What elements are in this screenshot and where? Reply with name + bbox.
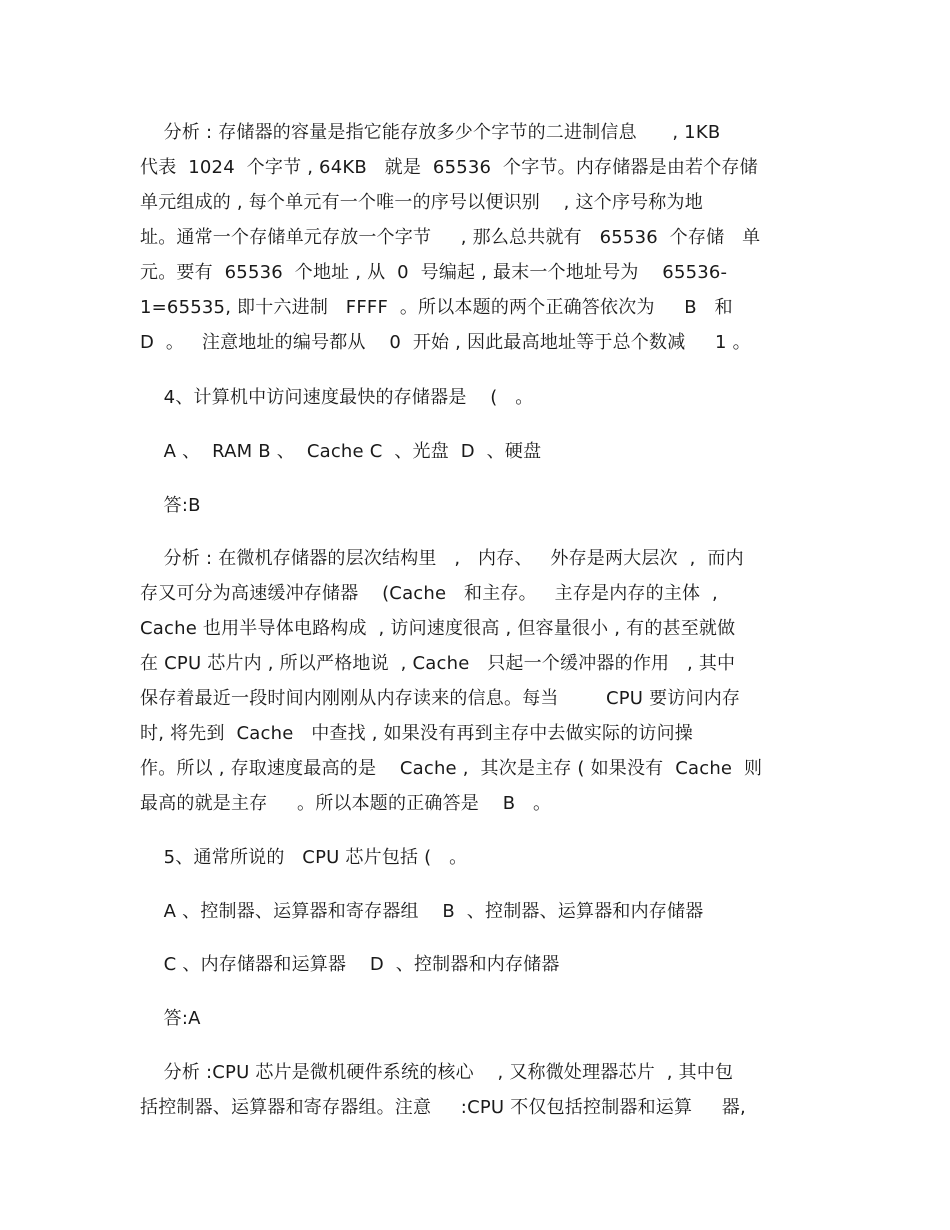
analysis-3-line-6: 1=65535, 即十六进制 FFFF 。所以本题的两个正确答依次为 B 和: [140, 297, 733, 318]
analysis-4-line-5: 保存着最近一段时间内刚刚从内存读来的信息。每当 CPU 要访问内存: [140, 688, 741, 709]
analysis-4-line-4: 在 CPU 芯片内 , 所以严格地说 , Cache 只起一个缓冲器的作用 , 其中: [140, 653, 736, 674]
analysis-4-line-3: Cache 也用半导体电路构成 , 访问速度很高 , 但容量很小 , 有的甚至就做: [140, 618, 736, 639]
question-5-options-ab: A 、控制器、运算器和寄存器组 B 、控制器、运算器和内存储器: [140, 901, 704, 922]
question-4-text: 4、计算机中访问速度最快的存储器是 ( 。: [140, 387, 534, 408]
analysis-3-line-1: 分析 : 存储器的容量是指它能存放多少个字节的二进制信息 , 1KB: [140, 122, 721, 143]
analysis-4-line-1: 分析 : 在微机存储器的层次结构里 , 内存、 外存是两大层次 , 而内: [140, 548, 744, 569]
analysis-3-line-7: D 。 注意地址的编号都从 0 开始 , 因此最高地址等于总个数减 1 。: [140, 332, 751, 353]
question-4-options: A 、 RAM B 、 Cache C 、光盘 D 、硬盘: [140, 441, 542, 462]
analysis-4-line-6: 时, 将先到 Cache 中查找 , 如果没有再到主存中去做实际的访问操: [140, 723, 693, 744]
analysis-3-line-3: 单元组成的 , 每个单元有一个唯一的序号以便识别 , 这个序号称为地: [140, 192, 703, 213]
question-5-text: 5、通常所说的 CPU 芯片包括 ( 。: [140, 847, 468, 868]
question-5-options-cd: C 、内存储器和运算器 D 、控制器和内存储器: [140, 954, 560, 975]
analysis-3-line-2: 代表 1024 个字节 , 64KB 就是 65536 个字节。内存储器是由若个存储: [140, 157, 758, 178]
analysis-3-line-4: 址。通常一个存储单元存放一个字节 , 那么总共就有 65536 个存储 单: [140, 227, 761, 248]
analysis-4-line-8: 最高的就是主存 。所以本题的正确答是 B 。: [140, 793, 552, 814]
question-5-answer: 答:A: [140, 1008, 201, 1029]
question-4-answer: 答:B: [140, 495, 201, 516]
analysis-5-line-1: 分析 :CPU 芯片是微机硬件系统的核心 , 又称微处理器芯片 , 其中包: [140, 1062, 734, 1083]
analysis-5-line-2: 括控制器、运算器和寄存器组。注意 :CPU 不仅包括控制器和运算 器,: [140, 1097, 746, 1118]
analysis-4-line-2: 存又可分为高速缓冲存储器 (Cache 和主存。 主存是内存的主体 ,: [140, 583, 718, 604]
analysis-3-line-5: 元。要有 65536 个地址 , 从 0 号编起 , 最末一个地址号为 65536-: [140, 262, 728, 283]
analysis-4-line-7: 作。所以 , 存取速度最高的是 Cache , 其次是主存 ( 如果没有 Cache 则: [140, 758, 763, 779]
